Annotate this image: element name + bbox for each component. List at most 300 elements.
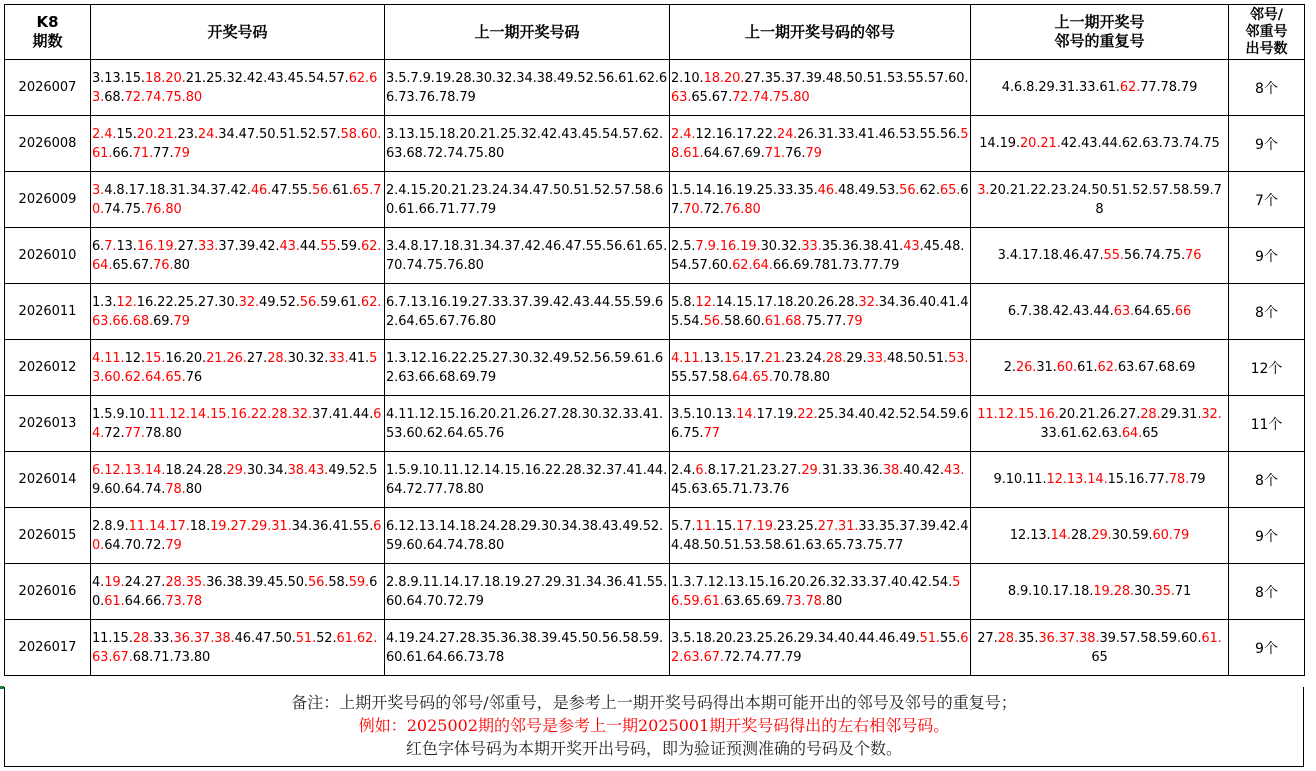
number-text: 55. xyxy=(939,630,961,646)
hit-number: 35. xyxy=(1154,584,1175,599)
hit-number: 62.64. xyxy=(92,238,382,273)
hit-number: 27.31. xyxy=(817,518,859,534)
hit-number: 61.68. xyxy=(764,313,806,329)
period-cell[interactable]: 2026007 xyxy=(5,60,91,116)
hit-number: 15. xyxy=(144,350,166,366)
prev-neighbors-cell[interactable] xyxy=(670,396,971,452)
hit-number: 32. xyxy=(238,294,260,310)
number-text: 18. xyxy=(189,518,211,534)
hit-number: 51. xyxy=(295,630,317,646)
numbers-cell[interactable] xyxy=(91,116,385,172)
period-cell[interactable]: 2026016 xyxy=(5,564,91,620)
number-text: 5.8. xyxy=(671,294,696,310)
number-text: 76. xyxy=(785,145,806,161)
period-cell[interactable]: 2026011 xyxy=(5,284,91,340)
hit-number: 79 xyxy=(165,537,182,553)
prev-numbers-cell[interactable] xyxy=(385,396,670,452)
prev-neighbors-cell[interactable] xyxy=(670,172,971,228)
number-text: 40.42. xyxy=(903,462,944,478)
number-text: 48.50.51. xyxy=(886,350,949,366)
hit-number: 71. xyxy=(132,145,154,161)
hit-number: 28. xyxy=(997,630,1018,646)
number-text: 77.78.79 xyxy=(1140,80,1198,95)
number-text: 49.52. xyxy=(259,294,300,310)
number-text: 1.5.9.10.11.12.14.15.16.22.28.32.37.41.44.64.72.77.78.80 xyxy=(386,462,668,497)
number-text: 1.3.12.16.22.25.27.30.32.49.52.56.59.61.62.63.66.68.69.79 xyxy=(386,350,664,385)
hit-number: 32. xyxy=(858,294,879,310)
number-text: 68.71.73.80 xyxy=(132,649,211,665)
hit-number: 55. xyxy=(1103,248,1124,263)
prev-repeat-cell[interactable] xyxy=(971,340,1229,396)
hit-number: 61. xyxy=(104,593,125,609)
hit-number: 7. xyxy=(104,238,117,254)
number-text: 75.77. xyxy=(805,313,847,329)
numbers-cell[interactable] xyxy=(91,284,385,340)
number-text: 80 xyxy=(825,593,843,609)
number-text: 45.63.65.71.73.76 xyxy=(671,481,790,497)
number-text: 4.8.17.18.31.34.37.42. xyxy=(104,182,251,198)
numbers-cell[interactable] xyxy=(91,396,385,452)
number-text: 36.38.39.45.50. xyxy=(206,574,308,590)
hit-number: 63. xyxy=(671,89,692,105)
number-text: 35. xyxy=(1018,630,1039,646)
hit-number: 21.26. xyxy=(206,350,247,366)
header-prev-neighbors[interactable]: 上一期开奖号码的邻号 xyxy=(670,5,971,60)
number-text: 14.15.17.18.20.26.28. xyxy=(715,294,859,310)
numbers-cell[interactable] xyxy=(91,60,385,116)
number-text: 56.74.75. xyxy=(1123,248,1186,263)
period-cell[interactable]: 2026014 xyxy=(5,452,91,508)
number-text: 37.39.42. xyxy=(218,238,280,254)
hit-number: 33. xyxy=(866,350,887,366)
hit-number: 62.63.66.68. xyxy=(92,294,382,329)
number-text: 17. xyxy=(744,350,765,366)
number-text: 15. xyxy=(116,126,137,142)
hit-number: 56. xyxy=(299,294,321,310)
number-text: 25.34.40.42.52.54.59.66.75. xyxy=(671,406,969,441)
hit-number: 60. xyxy=(1056,360,1078,375)
number-text: 2.8.9.11.14.17.18.19.27.29.31.34.36.41.55.60.64.70.72.79 xyxy=(386,574,668,609)
hit-number: 20.21. xyxy=(1020,136,1061,151)
number-text: 66. xyxy=(112,145,133,161)
prev-repeat-cell[interactable] xyxy=(971,172,1229,228)
number-text: 30.32. xyxy=(287,350,329,366)
number-text: 20.21.26.27. xyxy=(1058,406,1141,422)
table-row xyxy=(5,172,1305,228)
period-cell[interactable]: 2026015 xyxy=(5,508,91,564)
number-text: 77. xyxy=(153,145,174,161)
hit-number: 73.78 xyxy=(165,593,203,609)
header-count[interactable]: 邻号/ 邻重号 出号数 xyxy=(1229,5,1305,60)
prev-repeat-cell[interactable] xyxy=(971,284,1229,340)
prev-repeat-cell[interactable] xyxy=(971,564,1229,620)
hit-number: 43 xyxy=(903,238,920,254)
prev-neighbors-cell[interactable] xyxy=(670,508,971,564)
numbers-cell[interactable] xyxy=(91,620,385,676)
number-text: 60. xyxy=(92,574,378,609)
number-text: 9.10.11. xyxy=(993,472,1047,487)
hit-number: 18.20. xyxy=(703,70,745,86)
number-text: 63.67.68.69 xyxy=(1117,360,1196,375)
number-text: 6.7.38.42.43.44. xyxy=(1007,304,1114,319)
number-text: 64.65. xyxy=(1134,304,1175,319)
number-text: 52. xyxy=(316,630,337,646)
number-text: 65 xyxy=(1091,649,1108,665)
hit-number: 46. xyxy=(250,182,272,198)
number-text: 78.80 xyxy=(144,425,182,441)
hit-number: 33. xyxy=(328,350,349,366)
number-text: 3.4.17.18.46.47. xyxy=(997,248,1104,263)
prev-neighbors-cell[interactable] xyxy=(670,60,971,116)
numbers-cell[interactable] xyxy=(91,172,385,228)
number-text: 64.67.69. xyxy=(703,145,765,161)
number-text: 33. xyxy=(153,630,174,646)
number-text: 34.47.50.51.52.57. xyxy=(218,126,341,142)
number-text: 1.3.7.12.13.15.16.20.26.32.33.37.40.42.54. xyxy=(671,574,953,590)
number-text: 4.19.24.27.28.35.36.38.39.45.50.56.58.59.60.61.64.66.73.78 xyxy=(386,630,664,665)
number-text: 48.49.53. xyxy=(838,182,900,198)
number-text: 70.78.80 xyxy=(772,369,830,385)
number-text: 4. xyxy=(92,574,105,590)
number-text: 30. xyxy=(1134,584,1155,599)
note-line-1: 备注：上期开奖号码的邻号/邻重号，是参考上一期开奖号码得出本期可能开出的邻号及邻号的重复号； xyxy=(291,693,1017,712)
number-text: 27. xyxy=(977,630,998,646)
number-text: 74.75. xyxy=(104,201,145,217)
hit-number: 19.28. xyxy=(1093,584,1135,599)
number-text: 76 xyxy=(185,369,203,385)
prev-numbers-cell[interactable] xyxy=(385,340,670,396)
number-text: 6.12.13.14.18.24.28.29.30.34.38.43.49.52.59.60.64.74.78.80 xyxy=(386,518,664,553)
number-text: 69. xyxy=(153,313,174,329)
hit-number: 62. xyxy=(1119,80,1141,95)
prev-numbers-cell[interactable] xyxy=(385,172,670,228)
hit-number: 21. xyxy=(764,350,786,366)
number-text: 6. xyxy=(92,238,105,254)
hit-number: 14. xyxy=(1050,528,1071,543)
number-text: 13. xyxy=(116,238,137,254)
number-text: 68. xyxy=(104,89,125,105)
number-text: 55.57.58. xyxy=(671,369,733,385)
number-text: 17.19. xyxy=(756,406,798,422)
number-text: 6.7.13.16.19.27.33.37.39.42.43.44.55.59.62.64.65.67.76.80 xyxy=(386,294,664,329)
hit-number: 4.11. xyxy=(92,350,125,366)
number-text: 28. xyxy=(1070,528,1092,543)
hit-number: 79 xyxy=(846,313,863,329)
hit-number: 62.64. xyxy=(732,257,773,273)
numbers-cell[interactable] xyxy=(91,340,385,396)
hit-number: 61.62.63.67. xyxy=(92,630,378,665)
number-text: 13. xyxy=(703,350,724,366)
number-text: 1.5.9.10. xyxy=(92,406,149,422)
period-cell[interactable]: 2026012 xyxy=(5,340,91,396)
hit-number: 15. xyxy=(723,350,745,366)
number-text: 23.24. xyxy=(785,350,826,366)
hit-number: 6.12.13.14. xyxy=(92,462,166,478)
hit-number: 3. xyxy=(977,182,990,198)
numbers-cell[interactable] xyxy=(91,564,385,620)
hit-number: 28. xyxy=(267,350,288,366)
hit-number: 6. xyxy=(695,462,708,478)
hit-number: 62.63. xyxy=(92,70,378,105)
hit-number: 71. xyxy=(764,145,786,161)
hit-number: 32. xyxy=(1201,406,1222,422)
number-text: 14.19. xyxy=(979,136,1021,151)
number-text: 3.5.10.13. xyxy=(671,406,737,422)
hit-number: 43. xyxy=(943,462,965,478)
hit-number: 18.20. xyxy=(144,70,186,86)
prev-neighbors-cell[interactable] xyxy=(670,620,971,676)
number-text: 65.67. xyxy=(691,89,733,105)
number-text: 80 xyxy=(185,481,203,497)
count-cell[interactable]: 9个 xyxy=(1229,508,1305,564)
number-text: 15. xyxy=(715,518,737,534)
count-cell[interactable]: 8个 xyxy=(1229,284,1305,340)
number-text: 46.47.50. xyxy=(234,630,296,646)
number-text: 65 xyxy=(1142,425,1159,441)
hit-number: 66 xyxy=(1174,304,1192,319)
header-row xyxy=(5,5,1305,60)
count-cell[interactable]: 11个 xyxy=(1229,396,1305,452)
hit-number: 24. xyxy=(776,126,798,142)
number-text: 35.36.38.41. xyxy=(821,238,904,254)
number-text: 3.5.7.9.19.28.30.32.34.38.49.52.56.61.62.66.73.76.78.79 xyxy=(386,70,668,105)
hit-number: 11.14.17. xyxy=(128,518,190,534)
hit-number: 77. xyxy=(124,425,145,441)
hit-number: 78. xyxy=(165,481,186,497)
count-cell[interactable]: 8个 xyxy=(1229,564,1305,620)
number-text: 15.16.77. xyxy=(1107,472,1169,487)
header-prev-numbers[interactable]: 上一期开奖号码 xyxy=(385,5,670,60)
hit-number: 28. xyxy=(1140,406,1161,422)
number-text: 58.60. xyxy=(723,313,765,329)
number-text: .59. xyxy=(336,238,361,254)
hit-number: 29. xyxy=(801,462,822,478)
number-text: 8.17.21.23.27. xyxy=(707,462,802,478)
table-row xyxy=(5,396,1305,452)
table-row xyxy=(5,452,1305,508)
number-text: 1.3. xyxy=(92,294,117,310)
prev-numbers-cell[interactable] xyxy=(385,452,670,508)
period-cell[interactable]: 2026013 xyxy=(5,396,91,452)
hit-number: 79 xyxy=(805,145,822,161)
number-text: 29. xyxy=(846,350,867,366)
hit-number: 79 xyxy=(173,313,190,329)
period-cell[interactable]: 2026008 xyxy=(5,116,91,172)
prev-numbers-cell[interactable] xyxy=(385,116,670,172)
number-text: 33.61.62.63. xyxy=(1040,425,1122,441)
period-cell[interactable]: 2026017 xyxy=(5,620,91,676)
number-text: 30.59. xyxy=(1111,528,1153,543)
numbers-cell[interactable] xyxy=(91,452,385,508)
period-cell[interactable]: 2026009 xyxy=(5,172,91,228)
number-text: 59.61. xyxy=(320,294,361,310)
number-text: 79 xyxy=(1189,472,1206,487)
hit-number: 12. xyxy=(116,294,137,310)
prev-neighbors-cell[interactable] xyxy=(670,564,971,620)
number-text: 58. xyxy=(328,574,349,590)
hit-number: 64. xyxy=(92,406,382,441)
number-text: 30.32. xyxy=(760,238,802,254)
hit-number: 58.61. xyxy=(671,126,969,161)
number-text: 27. xyxy=(246,350,268,366)
hit-number: 7.9. xyxy=(695,238,720,254)
number-text: 12.13. xyxy=(1009,528,1051,543)
number-text: 3.4.8.17.18.31.34.37.42.46.47.55.56.61.65.70.74.75.76.80 xyxy=(386,238,668,273)
number-text: 16.20. xyxy=(165,350,207,366)
number-text: 80 xyxy=(173,257,190,273)
hit-number: 46. xyxy=(817,182,839,198)
prev-numbers-cell[interactable] xyxy=(385,508,670,564)
count-cell[interactable]: 7个 xyxy=(1229,172,1305,228)
hit-number: 76 xyxy=(1185,248,1202,263)
hit-number: 43. xyxy=(279,238,300,254)
prev-repeat-cell[interactable] xyxy=(971,228,1229,284)
period-cell[interactable]: 2026010 xyxy=(5,228,91,284)
hit-number: 62. xyxy=(1097,360,1118,375)
header-prev-repeat[interactable]: 上一期开奖号 邻号的重复号 xyxy=(971,5,1229,60)
prev-repeat-cell[interactable] xyxy=(971,452,1229,508)
number-text: 66.69.781.73.77.79 xyxy=(772,257,900,273)
prev-repeat-cell[interactable] xyxy=(971,116,1229,172)
hit-number: 28. xyxy=(825,350,847,366)
number-text: 67. xyxy=(671,182,969,217)
number-text: 33.35.37.39.42.44.48.50.51.53.58.61.63.65.73.75.77 xyxy=(671,518,969,553)
number-text: 1.5.14.16.19.25.33.35. xyxy=(671,182,818,198)
hit-number: 17.19. xyxy=(736,518,777,534)
count-cell[interactable]: 8个 xyxy=(1229,452,1305,508)
prev-numbers-cell[interactable] xyxy=(385,228,670,284)
number-text: 29.31. xyxy=(1160,406,1202,422)
count-cell[interactable]: 9个 xyxy=(1229,228,1305,284)
number-text: 3.13.15.18.20.21.25.32.42.43.45.54.57.62.63.68.72.74.75.80 xyxy=(386,126,664,161)
number-text: 23. xyxy=(177,126,198,142)
hit-number: 76. xyxy=(153,257,174,273)
number-text: 2.10. xyxy=(671,70,704,86)
prev-repeat-cell[interactable] xyxy=(971,508,1229,564)
count-cell[interactable]: 9个 xyxy=(1229,620,1305,676)
hit-number: 53. xyxy=(948,350,969,366)
number-text: 30.34. xyxy=(246,462,288,478)
hit-number: 29. xyxy=(226,462,247,478)
header-period[interactable]: K8 期数 xyxy=(5,5,91,60)
hit-number: 29. xyxy=(1091,528,1112,543)
table-row xyxy=(5,116,1305,172)
count-cell[interactable]: 12个 xyxy=(1229,340,1305,396)
hit-number: 62.63.67. xyxy=(671,630,969,665)
hit-number: 72.74.75.80 xyxy=(732,89,810,105)
prev-numbers-cell[interactable] xyxy=(385,620,670,676)
table-row xyxy=(5,564,1305,620)
prev-numbers-cell[interactable] xyxy=(385,284,670,340)
hit-number: 73.78. xyxy=(785,593,826,609)
table-row xyxy=(5,60,1305,116)
number-text: 12.16.17.22. xyxy=(695,126,777,142)
hit-number: 65.70. xyxy=(92,182,382,217)
hit-number: 12.13.14. xyxy=(1046,472,1108,487)
numbers-cell[interactable] xyxy=(91,228,385,284)
prev-numbers-cell[interactable] xyxy=(385,564,670,620)
number-text: 26.31.33.41.46.53.55.56. xyxy=(797,126,961,142)
hit-number: 60.79 xyxy=(1152,528,1190,543)
number-text: 39.57.58.59.60. xyxy=(1099,630,1202,646)
number-text: 42.43.44.62.63.73.74.75 xyxy=(1060,136,1220,151)
hit-number: 4.11. xyxy=(671,350,704,366)
number-text: 8.9.10.17.18. xyxy=(1007,584,1094,599)
number-text: 44. xyxy=(299,238,321,254)
hit-number: 72.74.75.80 xyxy=(124,89,203,105)
hit-number: 36.37.38. xyxy=(1038,630,1100,646)
numbers-cell[interactable] xyxy=(91,508,385,564)
hit-number: 79 xyxy=(173,145,190,161)
count-cell[interactable]: 8个 xyxy=(1229,60,1305,116)
number-text: 5.7. xyxy=(671,518,696,534)
number-text: 2.5. xyxy=(671,238,696,254)
hit-number: 22. xyxy=(797,406,818,422)
prev-numbers-cell[interactable] xyxy=(385,60,670,116)
hit-number: 11. xyxy=(695,518,716,534)
number-text: 34.36.40.41.45.54. xyxy=(671,294,969,329)
hit-number: 76.80 xyxy=(144,201,182,217)
number-text: 27. xyxy=(177,238,198,254)
number-text: 4.11.12.15.16.20.21.26.27.28.30.32.33.41.53.60.62.64.65.76 xyxy=(386,406,664,441)
number-text: 63.65.69. xyxy=(723,593,786,609)
hit-number: 36.37.38. xyxy=(173,630,235,646)
prev-repeat-cell[interactable] xyxy=(971,60,1229,116)
hit-number: 19. xyxy=(104,574,125,590)
hit-number: 16.19. xyxy=(136,238,178,254)
prev-neighbors-cell[interactable] xyxy=(670,284,971,340)
hit-number: 12. xyxy=(695,294,716,310)
hit-number: 24. xyxy=(197,126,219,142)
prev-neighbors-cell[interactable] xyxy=(670,452,971,508)
number-text: 61. xyxy=(332,182,353,198)
prev-repeat-cell[interactable] xyxy=(971,620,1229,676)
hit-number: 2.4. xyxy=(92,126,117,142)
number-text: 64.70.72. xyxy=(104,537,166,553)
hit-number: 64.65. xyxy=(732,369,773,385)
number-text: 37.41.44. xyxy=(311,406,374,422)
lottery-table xyxy=(4,4,1305,676)
hit-number: 11.12.15.16. xyxy=(977,406,1059,422)
prev-neighbors-cell[interactable] xyxy=(670,116,971,172)
hit-number: 33. xyxy=(801,238,822,254)
prev-neighbors-cell[interactable] xyxy=(670,340,971,396)
number-text: 21.25.32.42.43.45.54.57. xyxy=(185,70,349,86)
notes-box xyxy=(4,687,1304,767)
number-text: 27.35.37.39.48.50.51.53.55.57.60. xyxy=(744,70,969,86)
hit-number: 58.60.61. xyxy=(92,126,382,161)
table-row xyxy=(5,620,1305,676)
hit-number: 38.43. xyxy=(287,462,329,478)
prev-repeat-cell[interactable] xyxy=(971,396,1229,452)
number-text: 4.6.8.29.31.33.61. xyxy=(1001,80,1120,95)
table-row xyxy=(5,340,1305,396)
hit-number: 65. xyxy=(939,182,961,198)
number-text: 72.74.77.79 xyxy=(723,649,802,665)
number-text: 61. xyxy=(1077,360,1098,375)
count-cell[interactable]: 9个 xyxy=(1229,116,1305,172)
number-text: 3.13.15. xyxy=(92,70,145,86)
hit-number: 3. xyxy=(92,182,105,198)
hit-number: 28. xyxy=(132,630,154,646)
number-text: 16.22.25.27.30. xyxy=(136,294,239,310)
number-text: 2.4.15.20.21.23.24.34.47.50.51.52.57.58.60.61.66.71.77.79 xyxy=(386,182,664,217)
hit-number: 38. xyxy=(882,462,904,478)
header-numbers[interactable]: 开奖号码 xyxy=(91,5,385,60)
prev-neighbors-cell[interactable] xyxy=(670,228,971,284)
hit-number: 59. xyxy=(348,574,370,590)
table-row xyxy=(5,284,1305,340)
